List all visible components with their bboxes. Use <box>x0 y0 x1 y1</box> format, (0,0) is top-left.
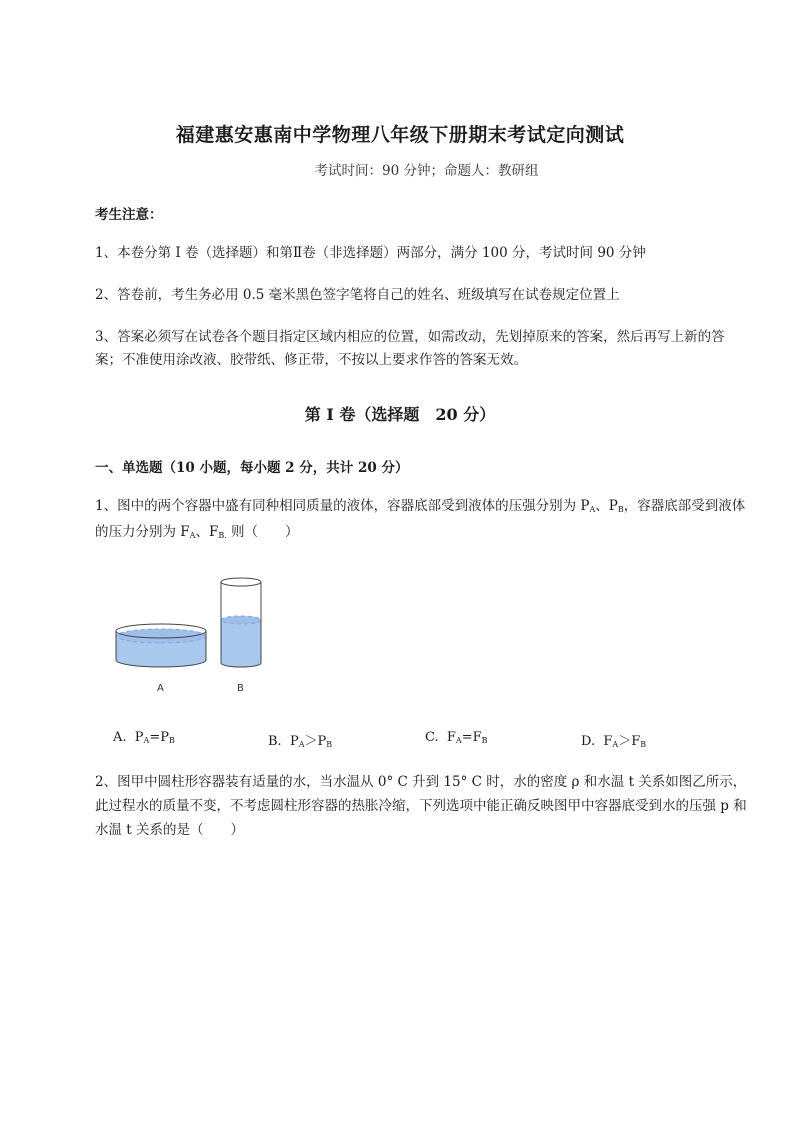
q1-sep1: 、P <box>595 498 618 514</box>
exam-title: 福建惠安惠南中学物理八年级下册期末考试定向测试 <box>175 124 625 146</box>
question-1-text <box>95 495 750 547</box>
option-letter: B. <box>268 734 282 749</box>
option-c[interactable] <box>425 730 488 745</box>
q1-sub-b: B <box>617 505 624 514</box>
option-sub-right: B <box>326 740 333 749</box>
option-sub-right: B <box>640 740 647 749</box>
q1-part1: 1、图中的两个容器中盛有同种相同质量的液体，容器底部受到液体的压强分别为 P <box>95 498 590 514</box>
option-op: = <box>461 730 473 745</box>
option-op: = <box>149 730 161 745</box>
exam-subtitle: 考试时间：90 分钟；命题人：教研组 <box>314 163 539 179</box>
option-a[interactable] <box>113 730 175 745</box>
option-letter: C. <box>425 730 439 745</box>
q1-part3: 则（ ） <box>226 524 299 540</box>
option-sub-left: A <box>298 740 305 749</box>
q1-sub-a2: A <box>189 531 196 540</box>
q1-part2: ，容器底部受到液体的压力分别为 F <box>95 498 746 540</box>
notice-item-1: 1、本卷分第 I 卷（选择题）和第Ⅱ卷（非选择题）两部分，满分 100 分，考试时间 90 分钟 <box>95 245 646 261</box>
option-sub-left: A <box>455 736 462 745</box>
option-right: P <box>317 734 327 749</box>
container-b-rim <box>221 578 261 586</box>
option-letter: D. <box>581 734 596 749</box>
container-b <box>221 578 261 694</box>
section-title: 第 I 卷（选择题 20 分） <box>304 405 496 424</box>
option-left: F <box>446 730 456 745</box>
option-left: F <box>603 734 613 749</box>
notice-item-3: 3、答案必须写在试卷各个题目指定区域内相应的位置，如需改动，先划掉原来的答案，然后再写上新的答案；不准使用涂改液、胶带纸、修正带，不按以上要求作答的答案无效。 <box>95 329 725 368</box>
option-sub-left: A <box>612 740 619 749</box>
option-b[interactable] <box>268 730 332 749</box>
option-right: F <box>472 730 482 745</box>
option-right: F <box>631 734 641 749</box>
label-a: A <box>157 683 164 694</box>
q1-sub-a: A <box>589 505 596 514</box>
question-2-text: 2、图甲中圆柱形容器装有适量的水，当水温从 0° C 升到 15° C 时，水的密度 ρ 和水温 t 关系如图乙所示，此过程水的质量不变，不考虑圆柱形容器的热胀冷缩，下列选项中能正确反映图甲中容器底受到水的压强 p 和水温 t 关系的是（ ） <box>95 774 747 838</box>
q1-sep2: 、F <box>195 524 219 540</box>
notice-item-2: 2、答卷前，考生务必用 0.5 毫米黑色签字笔将自己的姓名、班级填写在试卷规定位置上 <box>95 287 620 303</box>
option-sub-right: B <box>481 736 488 745</box>
option-left: P <box>134 730 144 745</box>
container-a <box>116 624 206 694</box>
container-b-water <box>221 620 261 667</box>
option-sub-right: B <box>168 736 175 745</box>
option-op: ＞ <box>618 734 632 749</box>
label-b: B <box>237 683 244 694</box>
option-letter: A. <box>113 730 127 745</box>
option-op: ＞ <box>304 734 318 749</box>
notice-heading: 考生注意： <box>95 207 163 223</box>
option-sub-left: A <box>143 736 150 745</box>
containers-figure <box>110 575 270 700</box>
container-b-water-surface <box>221 616 261 624</box>
option-left: P <box>289 734 299 749</box>
q1-sub-b2: B. <box>218 531 227 540</box>
option-right: P <box>160 730 169 745</box>
section-subtitle: 一、单选题（10 小题，每小题 2 分，共计 20 分） <box>95 460 409 476</box>
option-d[interactable] <box>581 730 646 749</box>
